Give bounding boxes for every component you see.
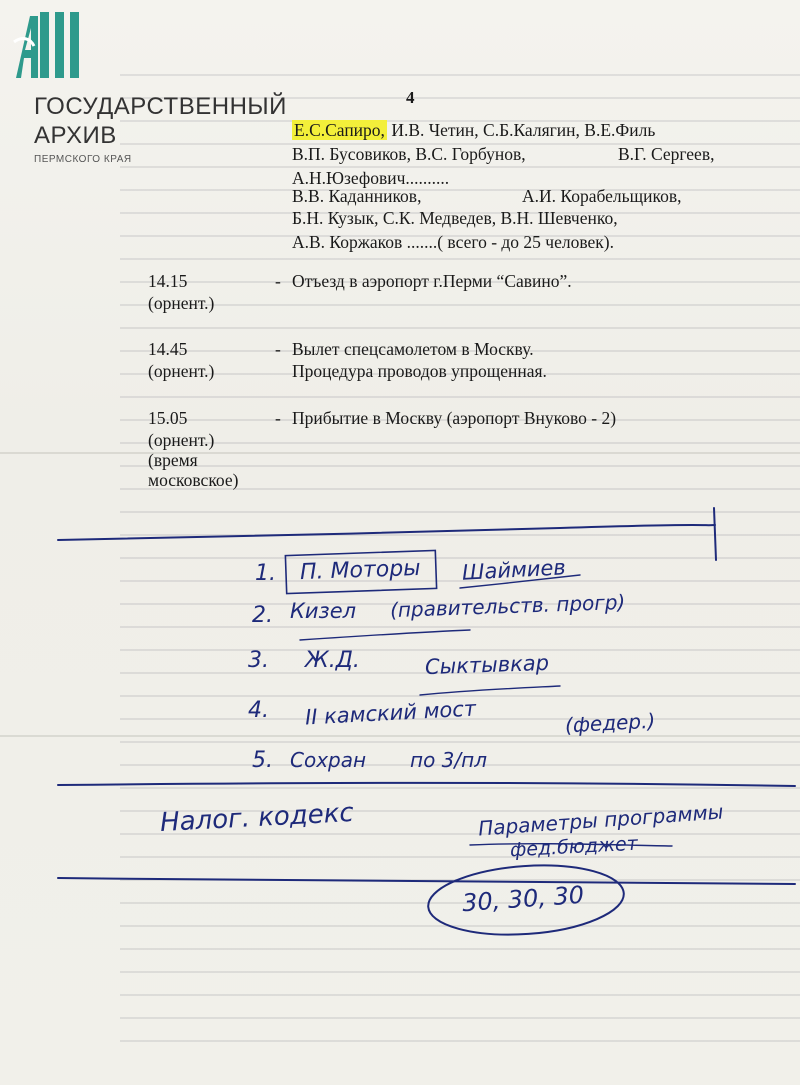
schedule-dash: -	[275, 339, 281, 359]
logo-subtitle: ПЕРМСКОГО КРАЯ	[34, 154, 132, 165]
highlighted-name: Е.С.Сапиро,	[294, 120, 385, 140]
schedule-text: Вылет спецсамолетом в Москву.	[292, 339, 534, 359]
schedule-dash: -	[275, 271, 281, 291]
hw-item-extra: (правительств. прогр)	[389, 589, 626, 623]
hw-item-extra: Шаймиев	[461, 555, 567, 585]
ink-vertical-stroke	[714, 508, 716, 560]
hw-item-text: Сохран	[290, 748, 367, 772]
schedule-text: Отъезд в аэропорт г.Перми “Савино”.	[292, 271, 572, 291]
schedule-note: (орнент.)	[148, 293, 215, 313]
hw-item-extra: Сыктывкар	[424, 650, 550, 680]
schedule-time: 14.45	[148, 339, 188, 359]
logo-title-line2: АРХИВ	[34, 122, 117, 149]
hw-item-number: 5.	[252, 748, 273, 773]
hw-item-text: Кизел	[290, 599, 357, 623]
participants-line-2b: В.Г. Сергеев,	[618, 144, 715, 164]
participants-line-4a: В.В. Каданников,	[292, 186, 422, 206]
participants-text: И.В. Четин, С.Б.Калягин, В.Е.Филь	[391, 120, 656, 140]
hw-item-number: 4.	[248, 698, 269, 723]
ink-divider-line	[58, 878, 795, 884]
participants-line-2a: В.П. Бусовиков, В.С. Горбунов,	[292, 144, 526, 164]
hw-params-line-2: фед.бюджет	[509, 832, 639, 862]
participants-line-6: А.В. Коржаков .......( всего - до 25 человек).	[292, 232, 614, 252]
schedule-dash: -	[275, 408, 281, 428]
schedule-text: Процедура проводов упрощенная.	[292, 361, 547, 381]
hw-params-line-1: Параметры программы	[477, 799, 725, 841]
schedule-time: 14.15	[148, 271, 188, 291]
hw-item-extra: (федер.)	[564, 708, 656, 738]
logo-title-line1: ГОСУДАРСТВЕННЫЙ	[34, 93, 287, 120]
page-number: 4	[406, 88, 415, 107]
ink-divider-line	[58, 783, 795, 786]
ink-underline	[420, 686, 560, 695]
schedule-time: 15.05	[148, 408, 188, 428]
hw-tax-code: Налог. кодекс	[159, 797, 355, 839]
participants-line-3: А.Н.Юзефович..........	[292, 168, 450, 188]
participants-line-4b: А.И. Корабельщиков,	[522, 186, 682, 206]
schedule-note: (орнент.)	[148, 361, 215, 381]
schedule-text: Прибытие в Москву (аэропорт Внуково - 2)	[292, 408, 617, 428]
schedule-note: московское)	[148, 470, 239, 490]
hw-circled-numbers: 30, 30, 30	[461, 880, 585, 918]
schedule-note: (орнент.)	[148, 430, 215, 450]
hw-item-text: Ж.Д.	[305, 648, 360, 673]
hw-item-number: 1.	[255, 561, 276, 586]
ink-divider-line	[58, 525, 715, 540]
hw-item-number: 3.	[248, 648, 269, 673]
participants-line-5: Б.Н. Кузык, С.К. Медведев, В.Н. Шевченко,	[292, 208, 618, 228]
hw-item-extra: по 3/пл	[410, 748, 487, 772]
ink-underline	[300, 630, 470, 640]
schedule-note: (время	[148, 450, 198, 470]
hw-item-text: II камский мост	[304, 696, 477, 730]
hw-item-number: 2.	[252, 603, 273, 628]
hw-item-text: П. Моторы	[299, 555, 421, 586]
